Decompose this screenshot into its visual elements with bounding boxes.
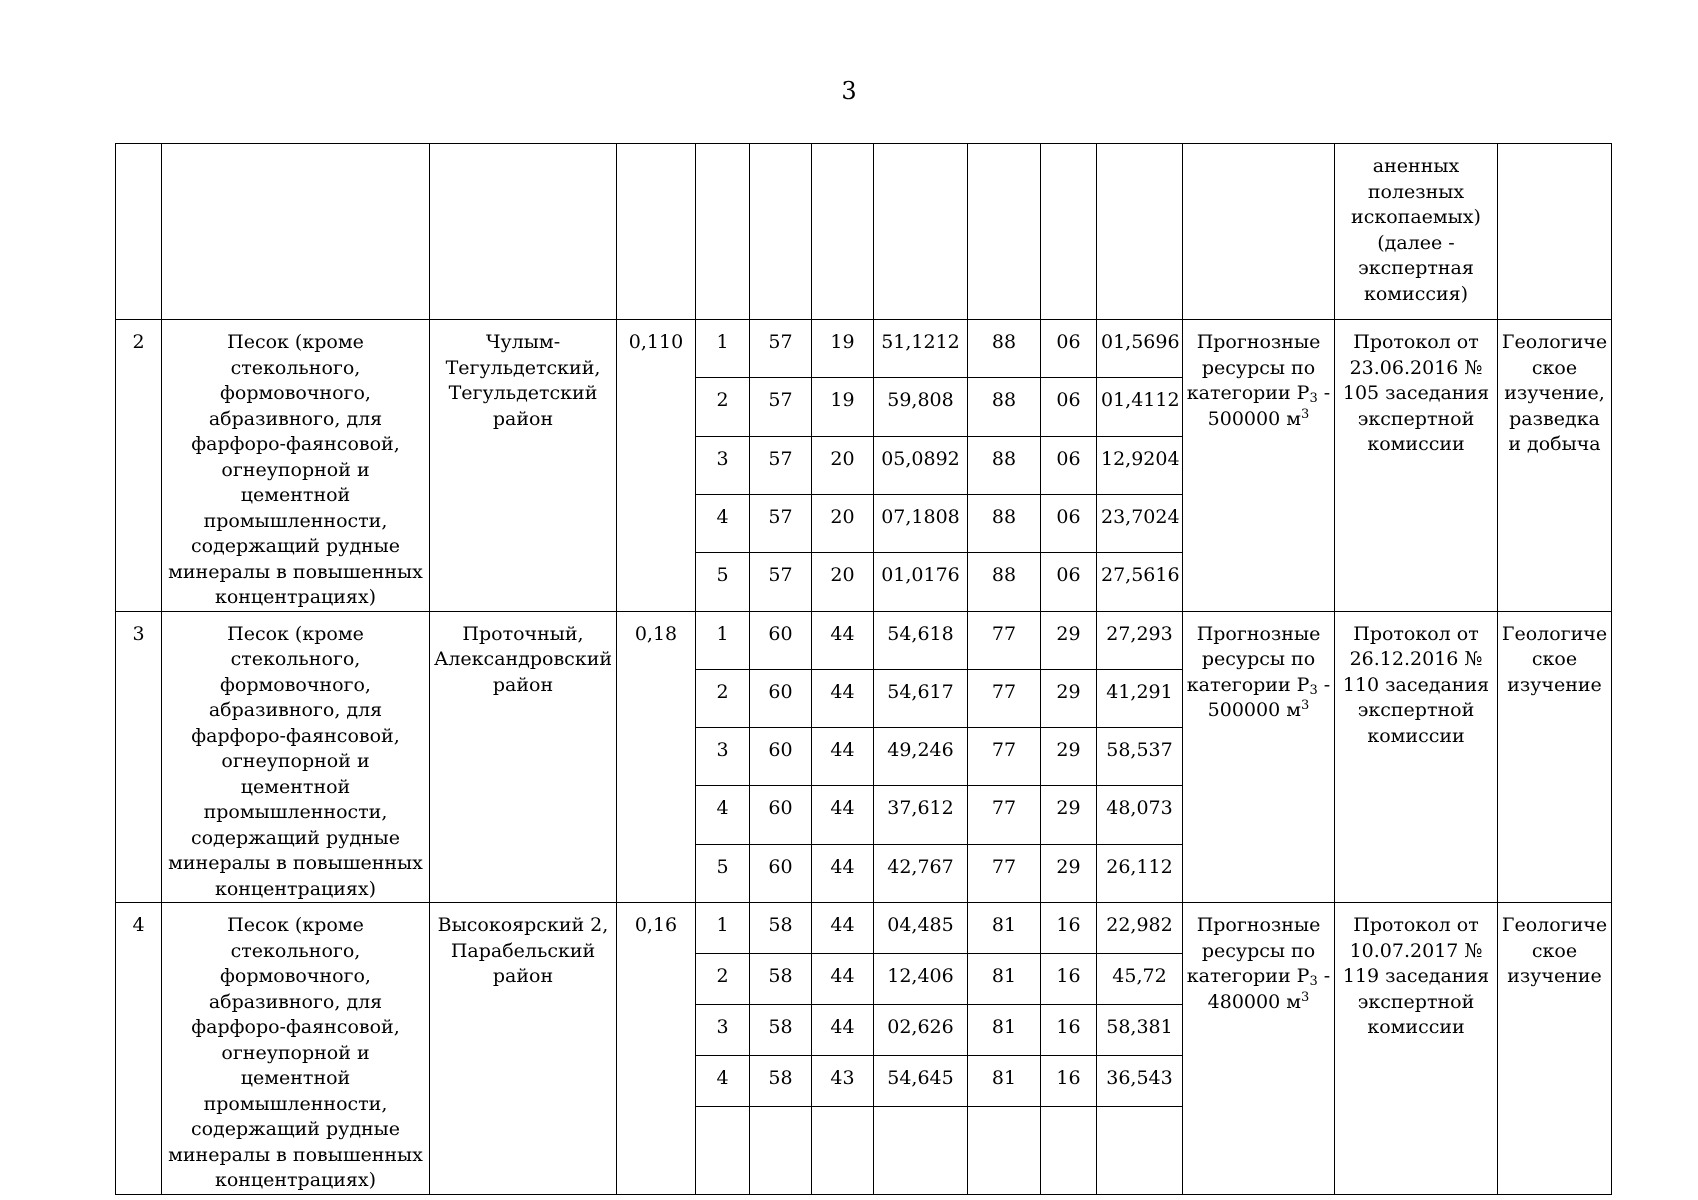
- latitude-seconds: 59,808: [874, 378, 968, 436]
- latitude-minutes: 19: [812, 320, 874, 378]
- latitude-degrees: 60: [750, 611, 812, 669]
- empty-cell: [812, 144, 874, 320]
- longitude-degrees: 88: [968, 553, 1041, 611]
- longitude-seconds: 58,537: [1097, 728, 1183, 786]
- empty-cell: [750, 144, 812, 320]
- latitude-degrees: 58: [750, 1005, 812, 1056]
- expert-commission-continued-text: аненных полезных ископаемых) (далее - экспертная комиссия): [1335, 144, 1498, 320]
- latitude-degrees: 57: [750, 320, 812, 378]
- longitude-degrees: 77: [968, 786, 1041, 844]
- empty-cell: [750, 1107, 812, 1194]
- latitude-minutes: 20: [812, 494, 874, 552]
- longitude-seconds: 23,7024: [1097, 494, 1183, 552]
- resources-category-subscript: 3: [1309, 682, 1318, 698]
- table-row: [116, 611, 1612, 669]
- site-area: 0,110: [617, 320, 696, 612]
- point-number: 5: [696, 553, 750, 611]
- protocol: Протокол от 26.12.2016 № 110 заседания экспертной комиссии: [1335, 611, 1498, 903]
- longitude-minutes: 06: [1041, 378, 1097, 436]
- latitude-seconds: 12,406: [874, 954, 968, 1005]
- site-number: 3: [116, 611, 162, 903]
- resources-prefix: Прогнозные ресурсы по категории Р: [1186, 331, 1321, 404]
- longitude-minutes: 16: [1041, 1005, 1097, 1056]
- latitude-seconds: 51,1212: [874, 320, 968, 378]
- resources-value: - 500000 м: [1207, 673, 1331, 721]
- latitude-degrees: 58: [750, 903, 812, 954]
- longitude-seconds: 26,112: [1097, 844, 1183, 902]
- point-number: 3: [696, 1005, 750, 1056]
- longitude-minutes: 29: [1041, 728, 1097, 786]
- longitude-degrees: 77: [968, 844, 1041, 902]
- longitude-seconds: 58,381: [1097, 1005, 1183, 1056]
- table-row: [116, 903, 1612, 954]
- latitude-minutes: 43: [812, 1056, 874, 1107]
- latitude-minutes: 44: [812, 1005, 874, 1056]
- longitude-degrees: 88: [968, 436, 1041, 494]
- empty-cell: [1183, 144, 1335, 320]
- mineral-description: Песок (кроме стекольного, формовочного, абразивного, для фарфоро-фаянсовой, огнеупорной и цементной промышленности, содержащий рудные минералы в повышенных концентрациях): [162, 611, 430, 903]
- latitude-seconds: 01,0176: [874, 553, 968, 611]
- longitude-minutes: 29: [1041, 669, 1097, 727]
- empty-cell: [1097, 1107, 1183, 1194]
- resources-category-subscript: 3: [1309, 391, 1318, 406]
- latitude-minutes: 44: [812, 611, 874, 669]
- latitude-degrees: 57: [750, 553, 812, 611]
- longitude-degrees: 81: [968, 903, 1041, 954]
- empty-cell: [1041, 144, 1097, 320]
- latitude-minutes: 44: [812, 786, 874, 844]
- purpose: Геологиче ское изучение, разведка и добыча: [1498, 320, 1612, 612]
- site-number: 4: [116, 903, 162, 1195]
- latitude-minutes: 44: [812, 903, 874, 954]
- latitude-seconds: 42,767: [874, 844, 968, 902]
- latitude-degrees: 60: [750, 728, 812, 786]
- empty-cell: [874, 1107, 968, 1194]
- longitude-degrees: 77: [968, 611, 1041, 669]
- table-row: [116, 320, 1612, 378]
- continued-row: [116, 144, 1612, 320]
- latitude-minutes: 44: [812, 844, 874, 902]
- resources-category-subscript: 3: [1309, 974, 1318, 989]
- longitude-minutes: 06: [1041, 553, 1097, 611]
- longitude-degrees: 88: [968, 494, 1041, 552]
- point-number: 1: [696, 320, 750, 378]
- latitude-seconds: 07,1808: [874, 494, 968, 552]
- empty-cell: [430, 144, 617, 320]
- latitude-seconds: 37,612: [874, 786, 968, 844]
- longitude-degrees: 77: [968, 669, 1041, 727]
- site-area: 0,18: [617, 611, 696, 903]
- site-name: Чулым-Тегульдетский, Тегульдетский район: [430, 320, 617, 612]
- point-number: 1: [696, 611, 750, 669]
- latitude-degrees: 58: [750, 954, 812, 1005]
- latitude-minutes: 44: [812, 954, 874, 1005]
- empty-cell: [1498, 144, 1612, 320]
- latitude-degrees: 60: [750, 669, 812, 727]
- resources-prefix: Прогнозные ресурсы по категории Р: [1186, 914, 1321, 987]
- point-number: 3: [696, 436, 750, 494]
- resources-value: - 500000 м: [1207, 382, 1331, 430]
- point-number: 3: [696, 728, 750, 786]
- latitude-degrees: 60: [750, 786, 812, 844]
- site-name: Высокоярский 2, Парабельский район: [430, 903, 617, 1195]
- latitude-minutes: 44: [812, 728, 874, 786]
- table-body: [116, 144, 1612, 1195]
- purpose: Геологиче ское изучение: [1498, 611, 1612, 903]
- resources-unit-superscript: 3: [1301, 406, 1310, 422]
- latitude-minutes: 44: [812, 669, 874, 727]
- protocol: Протокол от 23.06.2016 № 105 заседания экспертной комиссии: [1335, 320, 1498, 612]
- site-number: 2: [116, 320, 162, 612]
- empty-cell: [968, 144, 1041, 320]
- empty-cell: [1041, 1107, 1097, 1194]
- site-name: Проточный, Александровский район: [430, 611, 617, 903]
- forecast-resources: [1183, 320, 1335, 612]
- latitude-seconds: 54,645: [874, 1056, 968, 1107]
- longitude-minutes: 29: [1041, 786, 1097, 844]
- point-number: 4: [696, 786, 750, 844]
- purpose: Геологиче ское изучение: [1498, 903, 1612, 1195]
- resources-unit-superscript: 3: [1301, 698, 1310, 713]
- longitude-seconds: 01,5696: [1097, 320, 1183, 378]
- empty-cell: [162, 144, 430, 320]
- empty-cell: [874, 144, 968, 320]
- point-number: 4: [696, 1056, 750, 1107]
- latitude-degrees: 57: [750, 436, 812, 494]
- longitude-minutes: 29: [1041, 844, 1097, 902]
- point-number: 5: [696, 844, 750, 902]
- longitude-minutes: 16: [1041, 903, 1097, 954]
- latitude-seconds: 05,0892: [874, 436, 968, 494]
- point-number: 2: [696, 378, 750, 436]
- longitude-seconds: 27,5616: [1097, 553, 1183, 611]
- latitude-degrees: 57: [750, 494, 812, 552]
- point-number: 4: [696, 494, 750, 552]
- latitude-minutes: 20: [812, 436, 874, 494]
- longitude-seconds: 27,293: [1097, 611, 1183, 669]
- empty-cell: [812, 1107, 874, 1194]
- latitude-minutes: 19: [812, 378, 874, 436]
- longitude-degrees: 81: [968, 954, 1041, 1005]
- forecast-resources: [1183, 903, 1335, 1195]
- longitude-seconds: 22,982: [1097, 903, 1183, 954]
- empty-cell: [617, 144, 696, 320]
- longitude-minutes: 06: [1041, 436, 1097, 494]
- longitude-minutes: 16: [1041, 1056, 1097, 1107]
- latitude-seconds: 54,618: [874, 611, 968, 669]
- longitude-minutes: 06: [1041, 494, 1097, 552]
- resources-prefix: Прогнозные ресурсы по категории Р: [1186, 622, 1321, 696]
- page-number: 3: [841, 77, 857, 105]
- empty-cell: [116, 144, 162, 320]
- longitude-seconds: 41,291: [1097, 669, 1183, 727]
- point-number: 2: [696, 954, 750, 1005]
- latitude-seconds: 49,246: [874, 728, 968, 786]
- longitude-degrees: 88: [968, 378, 1041, 436]
- subsoil-sites-table: [115, 143, 1612, 1195]
- longitude-degrees: 77: [968, 728, 1041, 786]
- mineral-description: Песок (кроме стекольного, формовочного, абразивного, для фарфоро-фаянсовой, огнеупорной и цементной промышленности, содержащий рудные минералы в повышенных концентрациях): [162, 903, 430, 1195]
- point-number: 2: [696, 669, 750, 727]
- latitude-seconds: 02,626: [874, 1005, 968, 1056]
- longitude-seconds: 01,4112: [1097, 378, 1183, 436]
- point-number: 1: [696, 903, 750, 954]
- longitude-seconds: 45,72: [1097, 954, 1183, 1005]
- empty-cell: [696, 1107, 750, 1194]
- mineral-description: Песок (кроме стекольного, формовочного, абразивного, для фарфоро-фаянсовой, огнеупорной и цементной промышленности, содержащий рудные минералы в повышенных концентрациях): [162, 320, 430, 612]
- longitude-seconds: 48,073: [1097, 786, 1183, 844]
- longitude-minutes: 16: [1041, 954, 1097, 1005]
- empty-cell: [1097, 144, 1183, 320]
- longitude-seconds: 12,9204: [1097, 436, 1183, 494]
- latitude-degrees: 58: [750, 1056, 812, 1107]
- site-area: 0,16: [617, 903, 696, 1195]
- empty-cell: [968, 1107, 1041, 1194]
- latitude-seconds: 04,485: [874, 903, 968, 954]
- latitude-degrees: 57: [750, 378, 812, 436]
- longitude-degrees: 81: [968, 1005, 1041, 1056]
- longitude-seconds: 36,543: [1097, 1056, 1183, 1107]
- latitude-minutes: 20: [812, 553, 874, 611]
- resources-unit-superscript: 3: [1301, 989, 1310, 1005]
- empty-cell: [696, 144, 750, 320]
- protocol: Протокол от 10.07.2017 № 119 заседания экспертной комиссии: [1335, 903, 1498, 1195]
- longitude-degrees: 81: [968, 1056, 1041, 1107]
- latitude-degrees: 60: [750, 844, 812, 902]
- longitude-minutes: 06: [1041, 320, 1097, 378]
- forecast-resources: [1183, 611, 1335, 903]
- longitude-degrees: 88: [968, 320, 1041, 378]
- resources-value: - 480000 м: [1207, 965, 1331, 1013]
- latitude-seconds: 54,617: [874, 669, 968, 727]
- longitude-minutes: 29: [1041, 611, 1097, 669]
